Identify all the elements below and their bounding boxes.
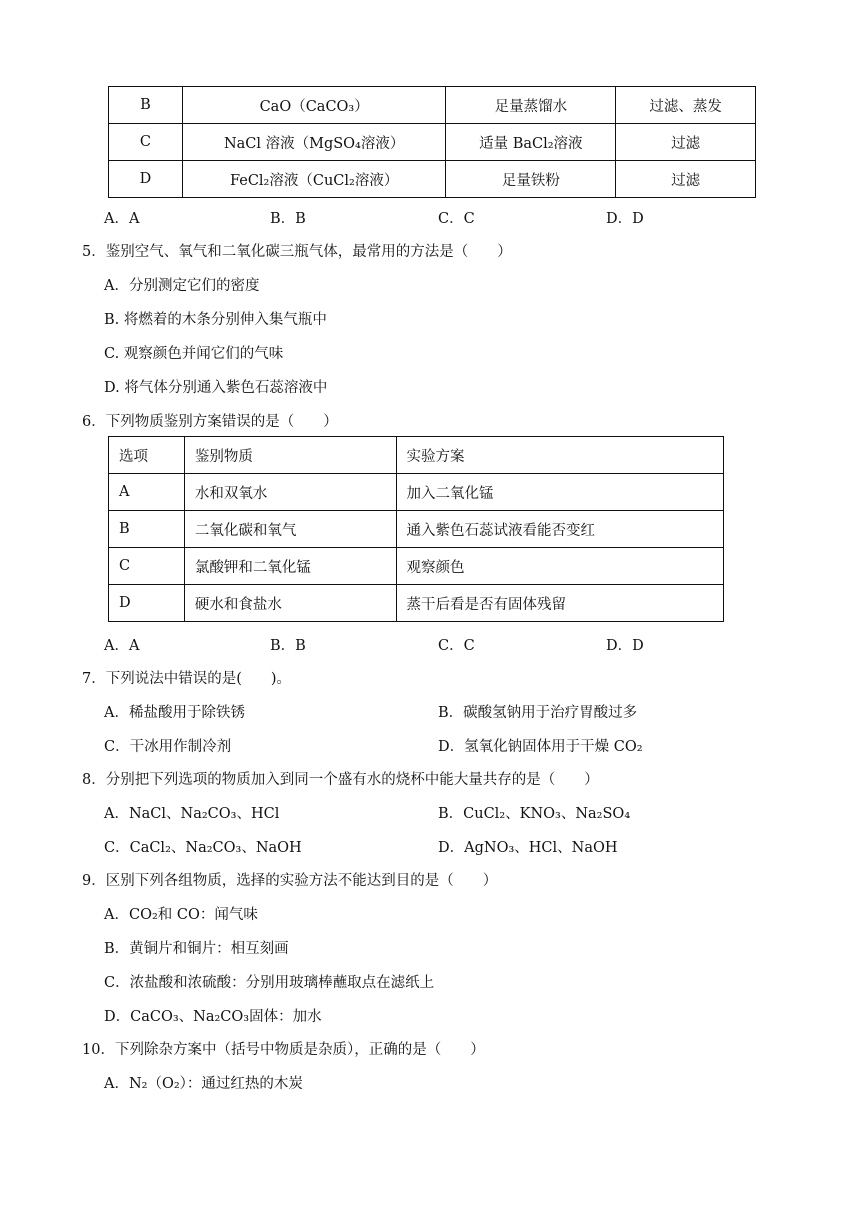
q7-option-a: A．稀盐酸用于除铁锈 (104, 705, 245, 721)
table-row (109, 511, 724, 548)
q5-stem: 5．鉴别空气、氧气和二氧化碳三瓶气体，最常用的方法是（ ） (82, 244, 512, 260)
q7-option-c: C．干冰用作制冷剂 (104, 739, 232, 755)
table-header-row (109, 437, 724, 474)
q6-option-c: C．C (438, 638, 475, 654)
identification-table (108, 436, 724, 622)
table-row (109, 124, 756, 161)
table-cell: 通入紫色石蕊试液看能否变红 (396, 511, 723, 548)
q9-option-d: D．CaCO₃、Na₂CO₃固体：加水 (104, 1009, 322, 1025)
table-cell: C (109, 124, 183, 161)
table-cell: C (109, 548, 185, 585)
table-cell: 水和双氧水 (184, 474, 396, 511)
table-cell: 观察颜色 (396, 548, 723, 585)
table-cell: 足量铁粉 (446, 161, 616, 198)
table-cell: 适量 BaCl₂溶液 (446, 124, 616, 161)
q8-option-b: B．CuCl₂、KNO₃、Na₂SO₄ (438, 806, 631, 822)
q7-option-b: B．碳酸氢钠用于治疗胃酸过多 (438, 705, 638, 721)
table-row (109, 161, 756, 198)
q10-option-a: A．N₂（O₂）：通过红热的木炭 (104, 1076, 303, 1092)
table-cell: 二氧化碳和氧气 (184, 511, 396, 548)
q8-option-c: C．CaCl₂、Na₂CO₃、NaOH (104, 840, 302, 856)
table-cell: D (109, 585, 185, 622)
q9-option-a: A．CO₂和 CO：闻气味 (104, 907, 258, 923)
q10-stem: 10．下列除杂方案中（括号中物质是杂质），正确的是（ ） (82, 1042, 485, 1058)
table-cell: D (109, 161, 183, 198)
table-cell: 过滤 (616, 161, 756, 198)
separation-table (108, 86, 756, 198)
q4-option-c: C．C (438, 211, 475, 227)
table-cell: 氯酸钾和二氧化锰 (184, 548, 396, 585)
table-row (109, 87, 756, 124)
q5-option-a: A．分别测定它们的密度 (104, 278, 260, 294)
q7-stem: 7．下列说法中错误的是( )。 (82, 671, 292, 687)
q8-option-a: A．NaCl、Na₂CO₃、HCl (104, 806, 280, 822)
q9-option-c: C．浓盐酸和浓硫酸：分别用玻璃棒蘸取点在滤纸上 (104, 975, 435, 991)
table-cell: 过滤、蒸发 (616, 87, 756, 124)
table-row (109, 548, 724, 585)
table-header-cell: 选项 (109, 437, 185, 474)
q9-option-b: B．黄铜片和铜片：相互刻画 (104, 941, 289, 957)
table-cell: 加入二氧化锰 (396, 474, 723, 511)
q6-option-d: D．D (606, 638, 644, 654)
q4-option-b: B．B (270, 211, 306, 227)
q8-option-d: D．AgNO₃、HCl、NaOH (438, 840, 618, 856)
table-cell: FeCl₂溶液（CuCl₂溶液） (182, 161, 446, 198)
table-cell: 足量蒸馏水 (446, 87, 616, 124)
q6-option-b: B．B (270, 638, 306, 654)
table-cell: B (109, 87, 183, 124)
q5-option-c: C. 观察颜色并闻它们的气味 (104, 346, 284, 362)
q9-stem: 9．区别下列各组物质，选择的实验方法不能达到目的是（ ） (82, 873, 498, 889)
q5-option-b: B. 将燃着的木条分别伸入集气瓶中 (104, 312, 327, 328)
table-row (109, 474, 724, 511)
table-cell: 过滤 (616, 124, 756, 161)
table-cell: CaO（CaCO₃） (182, 87, 446, 124)
q6-option-a: A．A (104, 638, 140, 654)
q4-option-d: D．D (606, 211, 644, 227)
table-header-cell: 鉴别物质 (184, 437, 396, 474)
q4-option-a: A．A (104, 211, 140, 227)
table-header-cell: 实验方案 (396, 437, 723, 474)
table-cell: NaCl 溶液（MgSO₄溶液） (182, 124, 446, 161)
table-row (109, 585, 724, 622)
table-cell: 硬水和食盐水 (184, 585, 396, 622)
q8-stem: 8．分别把下列选项的物质加入到同一个盛有水的烧杯中能大量共存的是（ ） (82, 772, 599, 788)
table-cell: A (109, 474, 185, 511)
q5-option-d: D. 将气体分别通入紫色石蕊溶液中 (104, 380, 328, 396)
table-cell: 蒸干后看是否有固体残留 (396, 585, 723, 622)
table-cell: B (109, 511, 185, 548)
q6-stem: 6．下列物质鉴别方案错误的是（ ） (82, 414, 338, 430)
q7-option-d: D．氢氧化钠固体用于干燥 CO₂ (438, 739, 643, 755)
